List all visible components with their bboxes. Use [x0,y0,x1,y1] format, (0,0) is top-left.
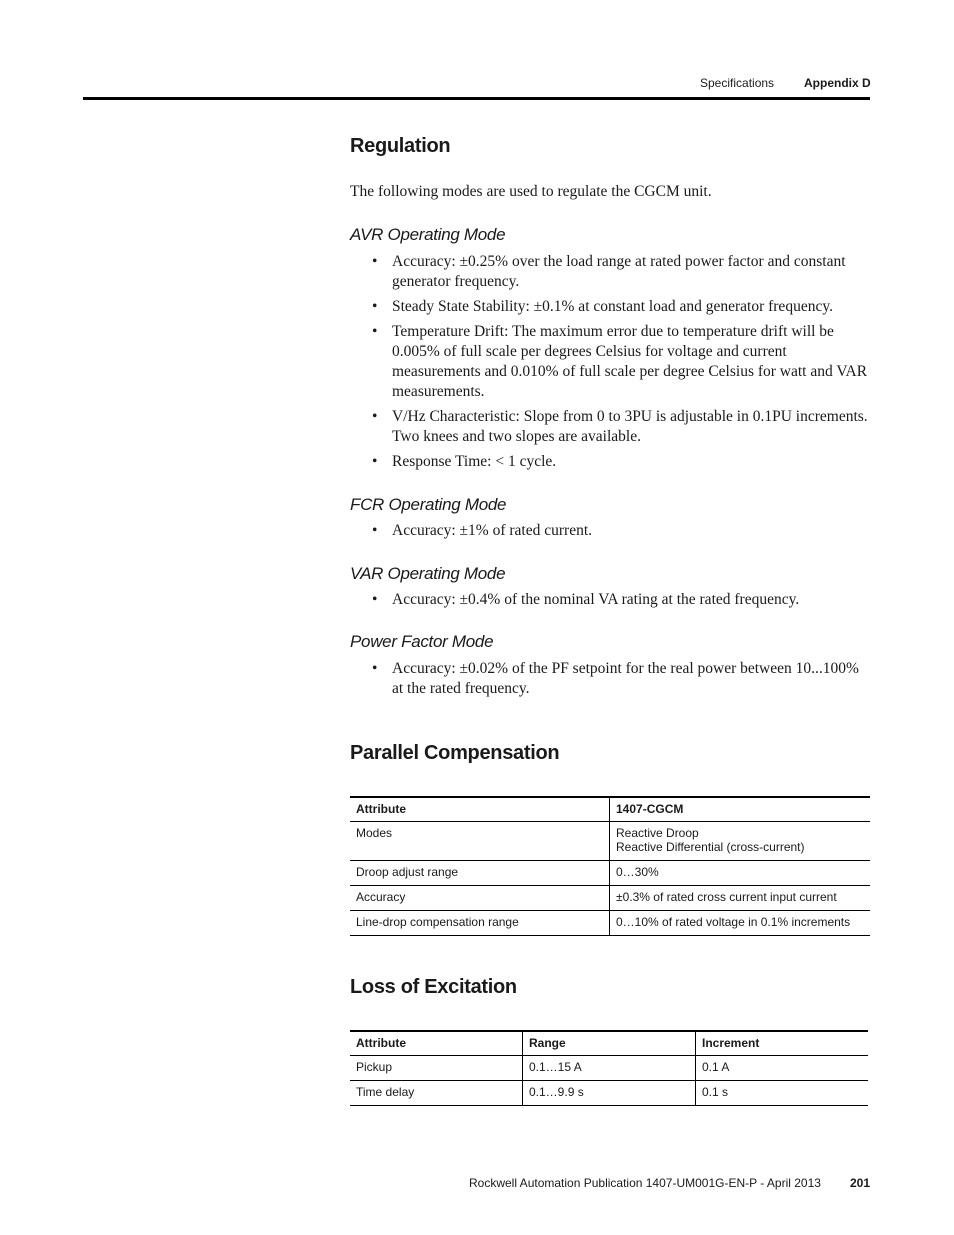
table-cell: ±0.3% of rated cross current input current [610,886,871,911]
list-item: • Steady State Stability: ±0.1% at constant load and generator frequency. [350,297,870,317]
table-cell: Accuracy [350,886,610,911]
cell-line: Reactive Droop [616,826,699,840]
regulation-title: Regulation [350,135,451,157]
table-cell: Pickup [350,1056,523,1081]
column-header: Attribute [350,1031,523,1056]
header-section: Specifications [700,76,775,90]
list-item: • V/Hz Characteristic: Slope from 0 to 3PU is adjustable in 0.1PU increments. Two knees and two slopes are available. [350,407,870,447]
header-appendix: Appendix D [804,76,871,90]
column-header: Increment [696,1031,869,1056]
table-header-row [350,797,870,822]
table-cell: 0.1…15 A [523,1056,696,1081]
column-header: Attribute [350,797,610,822]
parallel-compensation-table [350,796,870,936]
table-cell: 0…30% [610,861,871,886]
pf-mode-title: Power Factor Mode [350,632,494,651]
table-cell: Modes [350,822,610,861]
page-number: 201 [850,1176,871,1190]
list-item: • Accuracy: ±0.25% over the load range at rated power factor and constant generator frequency. [350,252,870,292]
parallel-compensation-title: Parallel Compensation [350,742,560,764]
list-item: • Response Time: < 1 cycle. [350,452,870,472]
table-row [350,911,870,936]
list-item: • Accuracy: ±0.4% of the nominal VA rating at the rated frequency. [350,590,870,610]
table-row [350,886,870,911]
cell-line: Reactive Differential (cross-current) [616,840,805,854]
loss-of-excitation-title: Loss of Excitation [350,976,517,998]
header-rule [83,97,870,100]
column-header: Range [523,1031,696,1056]
table-row [350,861,870,886]
table-cell: 0…10% of rated voltage in 0.1% increments [610,911,871,936]
column-header: 1407-CGCM [610,797,871,822]
table-cell: 0.1…9.9 s [523,1081,696,1106]
table-row [350,1056,868,1081]
list-item: • Accuracy: ±0.02% of the PF setpoint for the real power between 10...100% at the rated frequency. [350,659,870,699]
table-cell: 0.1 A [696,1056,869,1081]
table-cell [610,822,871,861]
avr-mode-title: AVR Operating Mode [350,225,506,244]
table-cell: 0.1 s [696,1081,869,1106]
table-row [350,1081,868,1106]
list-item: • Accuracy: ±1% of rated current. [350,521,870,541]
table-cell: Droop adjust range [350,861,610,886]
pf-list [350,659,870,704]
regulation-intro: The following modes are used to regulate the CGCM unit. [350,183,712,200]
fcr-list [350,521,870,546]
table-cell: Time delay [350,1081,523,1106]
var-mode-title: VAR Operating Mode [350,564,506,583]
footer-publication: Rockwell Automation Publication 1407-UM001G-EN-P - April 2013 [469,1176,821,1190]
var-list [350,590,870,615]
fcr-mode-title: FCR Operating Mode [350,495,507,514]
table-row [350,822,870,861]
loss-of-excitation-table [350,1030,868,1106]
avr-list [350,252,870,477]
table-cell: Line-drop compensation range [350,911,610,936]
table-header-row [350,1031,868,1056]
list-item: • Temperature Drift: The maximum error due to temperature drift will be 0.005% of full scale per degrees Celsius for voltage and current measurements and 0.010% of full scale per degree Celsius for watt and VAR measurements. [350,322,870,402]
